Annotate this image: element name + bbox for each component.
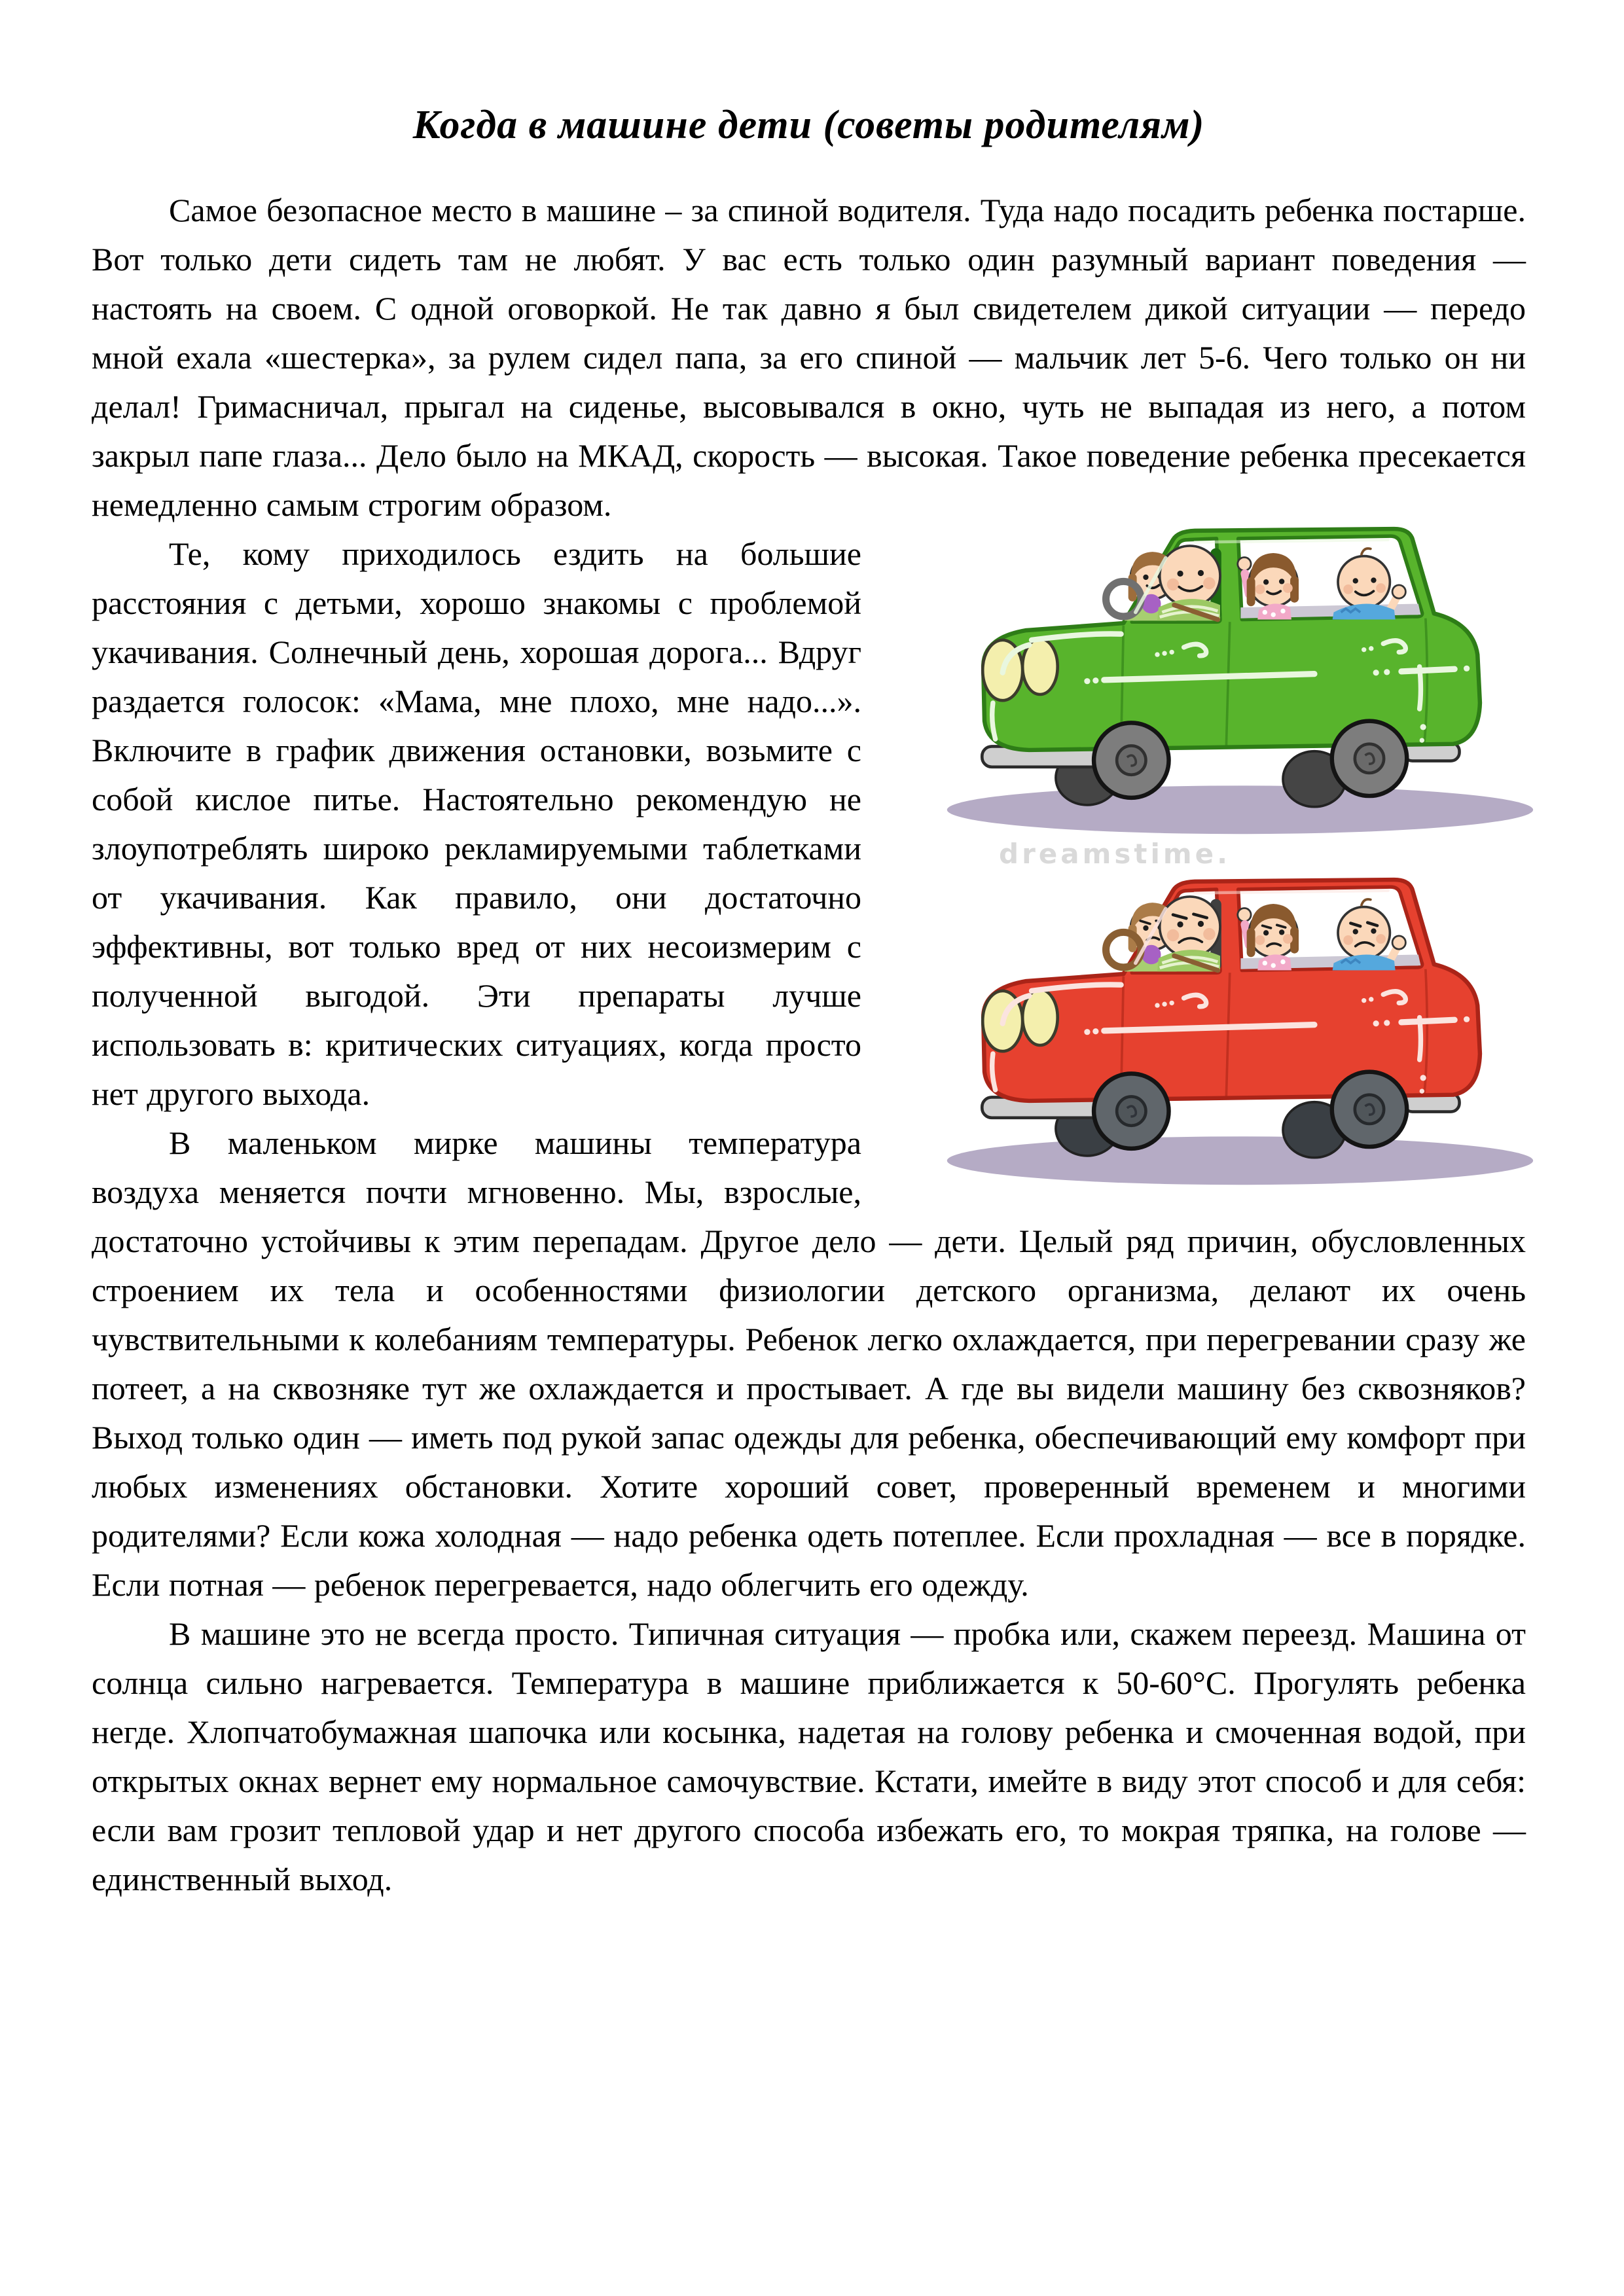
rear-wheel <box>1332 721 1407 796</box>
paragraph-1: Самое безопасное место в машине – за спиной водителя. Туда надо посадить ребенка постарше. Вот только дети сидеть там не любят. У вас есть только один разумный вариант поведения — настоять на своем. С одной оговоркой. Не так давно я был свидетелем дикой ситуации — передо мной ехала «шестерка», за рулем сидел папа, за его спиной — мальчик лет 5-6. Чего только он ни делал! Гримасничал, прыгал на сиденье, высовывался в окно, чуть не выпадая из него, а потом закрыл папе глаза... Дело было на МКАД, скорость — высокая. Такое поведение ребенка пресекается немедленно самым строгим образом. <box>92 192 1526 523</box>
paragraph-2: Те, кому приходилось ездить на большие расстояния с детьми, хорошо знакомы с проблемой укачивания. Солнечный день, хорошая дорога... Вдруг раздается голосок: «Мама, мне плохо, мне надо...». Включите в график движения остановки, возьмите с собой кислое питье. Настоятельно рекомендую не злоупотреблять широко рекламируемыми таблетками от укачивания. Как правило, они достаточно эффективны, вот только вред от них несоизмерим с полученной выгодой. Эти препараты лучше использовать в: критических ситуациях, когда просто нет другого выхода. <box>92 535 861 1112</box>
rear-wheel <box>1332 1072 1407 1147</box>
front-wheel <box>1094 1073 1168 1148</box>
page-title: Когда в машине дети (советы родителям) <box>412 103 1205 147</box>
cars-figure <box>901 522 1555 1187</box>
green-car-illustration <box>901 522 1555 836</box>
watermark-text: dreamstime. <box>999 838 1231 870</box>
car-shadow <box>947 785 1533 834</box>
paragraph-3: В маленьком мирке машины температура воздуха меняется почти мгновенно. Мы, взрослые, достаточно устойчивы к этим перепадам. Другое дело — дети. Целый ряд причин, обусловленных строением их тела и особенностями физиологии детского организма, делают их очень чувствительными к колебаниям температуры. Ребенок легко охлаждается, при перегревании сразу же потеет, а на сквозняке тут же охлаждается и простывает. А где вы видели машину без сквозняков? Выход только один — иметь под рукой запас одежды для ребенка, обеспечивающий ему комфорт при любых изменениях обстановки. Хотите хороший совет, проверенный временем и многими родителями? Если кожа холодная — надо ребенка одеть потеплее. Если прохладная — все в порядке. Если потная — ребенок перегревается, надо облегчить его одежду. <box>92 1124 1526 1603</box>
paragraph-4: В машине это не всегда просто. Типичная ситуация — пробка или, скажем переезд. Машина от солнца сильно нагревается. Температура в машине приближается к 50-60°С. Прогулять ребенка негде. Хлопчатобумажная шапочка или косынка, надетая на голову ребенка и смоченная водой, при открытых окнах вернет ему нормальное самочувствие. Кстати, имейте в виду этот способ и для себя: если вам грозит тепловой удар и нет другого способа избежать его, то мокрая тряпка, на голове — единственный выход. <box>92 1615 1526 1897</box>
car-shadow <box>947 1136 1533 1185</box>
front-wheel <box>1094 723 1168 797</box>
red-car-illustration <box>901 872 1555 1187</box>
